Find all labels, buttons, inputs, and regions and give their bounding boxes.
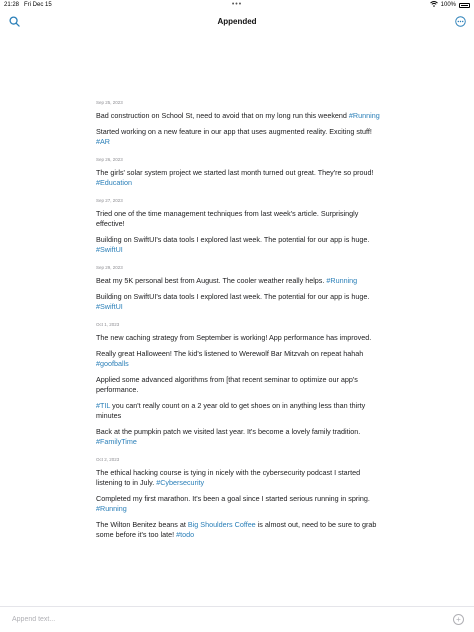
hashtag-link[interactable]: #FamilyTime xyxy=(96,437,137,446)
append-text-input[interactable] xyxy=(10,615,453,624)
entry-item[interactable] xyxy=(96,276,386,286)
hashtag-link[interactable]: #Running xyxy=(326,276,358,285)
day-group xyxy=(96,157,386,188)
entry-text: Applied some advanced algorithms from [that recent seminar to optimize our app's performance. xyxy=(96,375,358,394)
entry-item[interactable] xyxy=(96,375,386,395)
entry-item[interactable] xyxy=(96,292,386,312)
day-date-label: Sep 27, 2023 xyxy=(96,198,123,203)
entry-item[interactable] xyxy=(96,111,386,121)
hashtag-link[interactable]: #SwiftUI xyxy=(96,245,123,254)
nav-bar xyxy=(0,10,474,32)
day-date-label: Oct 1, 2023 xyxy=(96,322,120,327)
entry-text: Started working on a new feature in our app that uses augmented reality. Exciting stuff! xyxy=(96,127,372,136)
multitasking-dots-icon[interactable]: ••• xyxy=(231,1,243,8)
search-icon xyxy=(9,16,20,27)
entry-text: you can't really count on a 2 year old to get shoes on in anything less than thirty minutes xyxy=(96,401,366,420)
hashtag-link[interactable]: #SwiftUI xyxy=(96,302,123,311)
entry-text: The ethical hacking course is tying in nicely with the cybersecurity podcast I started listening to in July. xyxy=(96,468,361,487)
composer-bar xyxy=(0,606,474,632)
status-bar xyxy=(0,0,474,10)
plus-circle-icon[interactable]: + xyxy=(453,614,464,625)
day-group xyxy=(96,457,386,540)
entry-item[interactable] xyxy=(96,127,386,147)
entry-text: The girls' solar system project we started last month turned out great. They're so proud! xyxy=(96,168,374,177)
entry-text: Building on SwiftUI's data tools I explored last week. The potential for our app is huge. xyxy=(96,292,370,301)
day-date-label: Sep 26, 2023 xyxy=(96,157,123,162)
hashtag-link[interactable]: #AR xyxy=(96,137,110,146)
entry-text: Tried one of the time management techniques from last week's article. Surprisingly effective! xyxy=(96,209,359,228)
more-button[interactable] xyxy=(452,13,468,29)
entry-text: Beat my 5K personal best from August. The cooler weather really helps. xyxy=(96,276,327,285)
day-date-label: Sep 29, 2023 xyxy=(96,265,123,270)
entry-text: The new caching strategy from September is working! App performance has improved. xyxy=(96,333,372,342)
hashtag-link[interactable]: #Running xyxy=(348,111,380,120)
entry-item[interactable] xyxy=(96,520,386,540)
entry-item[interactable] xyxy=(96,209,386,229)
hashtag-link[interactable]: #Running xyxy=(96,504,127,513)
entry-item[interactable] xyxy=(96,427,386,447)
day-group xyxy=(96,265,386,312)
day-date-label: Oct 2, 2023 xyxy=(96,457,120,462)
entry-text: The Wilton Benitez beans at xyxy=(96,520,188,529)
battery-percent: 100% xyxy=(440,2,456,8)
entry-item[interactable] xyxy=(96,168,386,188)
day-group xyxy=(96,100,386,147)
entry-item[interactable] xyxy=(96,349,386,369)
day-group xyxy=(96,198,386,255)
entry-item[interactable] xyxy=(96,494,386,514)
entries-timeline xyxy=(96,100,386,550)
day-date-label: Sep 25, 2023 xyxy=(96,100,123,105)
entry-text: Completed my first marathon. It's been a goal since I started serious running in spring. xyxy=(96,494,370,503)
hashtag-link[interactable]: #goofballs xyxy=(96,359,129,368)
search-button[interactable] xyxy=(6,13,22,29)
hashtag-link[interactable]: #Education xyxy=(96,178,132,187)
entry-item[interactable] xyxy=(96,468,386,488)
hashtag-link[interactable]: #Cybersecurity xyxy=(156,478,205,487)
entry-item[interactable] xyxy=(96,401,386,421)
wifi-icon xyxy=(430,1,438,9)
status-date: Fri Dec 15 xyxy=(24,2,52,8)
day-group xyxy=(96,322,386,447)
entry-item[interactable] xyxy=(96,235,386,255)
entry-item[interactable] xyxy=(96,333,386,343)
more-icon xyxy=(455,16,466,27)
entry-text: Bad construction on School St, need to avoid that on my long run this weekend xyxy=(96,111,349,120)
entry-text: Really great Halloween! The kid's listened to Werewolf Bar Mitzvah on repeat hahah xyxy=(96,349,364,358)
battery-icon xyxy=(459,3,470,8)
inline-link[interactable]: Big Shoulders Coffee xyxy=(187,520,256,529)
hashtag-link[interactable]: #TIL xyxy=(96,401,111,410)
entry-text: is almost out, need to be sure to grab some before it's too late! xyxy=(96,520,377,539)
status-time: 21:28 xyxy=(4,2,20,8)
page-title: Appended xyxy=(217,16,257,26)
entry-text: Building on SwiftUI's data tools I explored last week. The potential for our app is huge. xyxy=(96,235,370,244)
hashtag-link[interactable]: #todo xyxy=(176,530,195,539)
entry-text: Back at the pumpkin patch we visited last year. It's become a lovely family tradition. xyxy=(96,427,361,436)
